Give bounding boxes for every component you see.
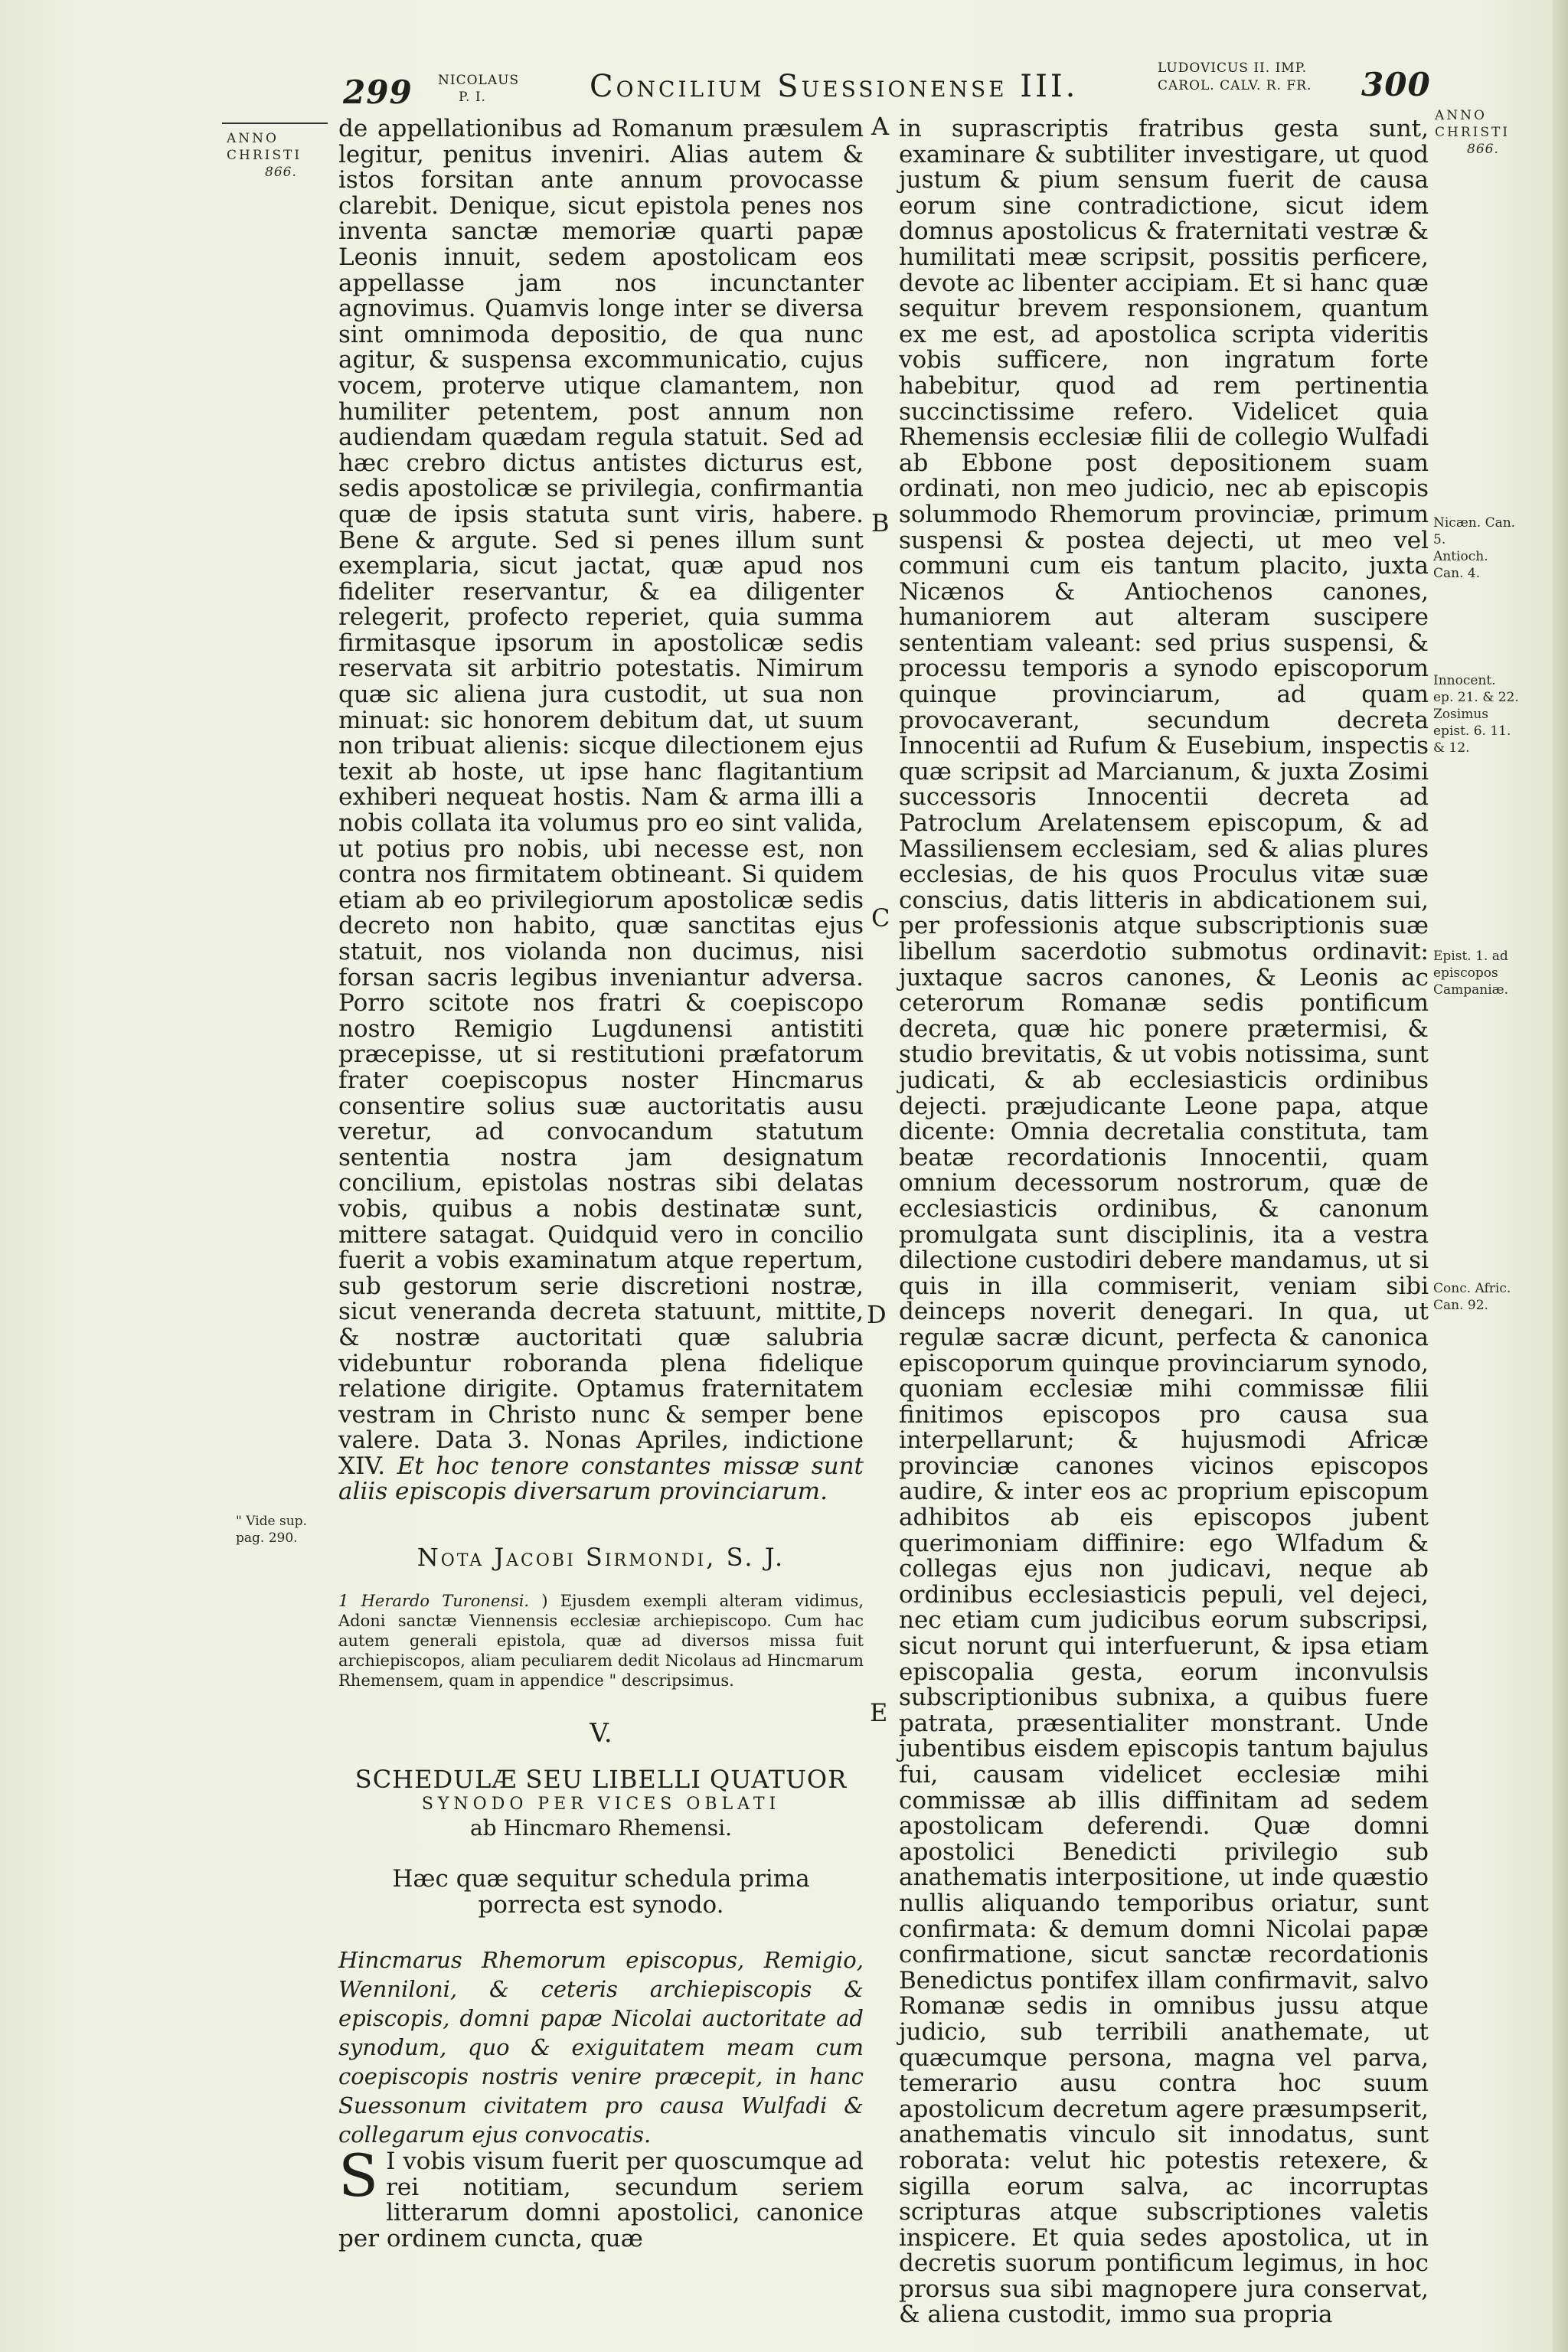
- drop-cap: S: [338, 2141, 379, 2210]
- anno-label: ANNO CHRISTI: [227, 131, 302, 163]
- running-title: Concilium Suessionense III.: [590, 69, 1079, 104]
- section-letter-c: C: [871, 903, 890, 933]
- running-head-emperor: LUDOVICUS II. IMP. CAROL. CALV. R. FR.: [1158, 60, 1312, 93]
- margin-note-conc-afric: Conc. Afric. Can. 92.: [1433, 1281, 1511, 1313]
- left-body-text: de appellationibus ad Romanum præsulem legitur, penitus inveniri. Alias autem & istos forsitan ante annum provocasse clarebit. Denique, sicut epistola penes nos inventa sanctæ memoriæ quarti papæ Leonis innuit, sedem apostolicam eos appellasse jam nos incunctanter agnovimus. Quamvis longe inter se diversa sint omnimoda depositio, de qua nunc agitur, & suspensa excommunicatio, cujus vocem, proterve utique clamantem, non humiliter petentem, post annum non audiendam quædam regula statuit. Sed ad hæc crebro dictus antistes dicturus est, sedis apostolicæ se privilegia, confirmantia quæ de ipsis statuta sunt viris, habere. Bene & argute. Sed si penes illum sunt exemplaria, sicut jactat, quæ apud nos fideliter reservantur, & ea diligenter relegerit, profecto reperiet, quia summa firmitasque ipsorum in apostolicæ sedis reservata sit arbitrio potestatis. Nimirum quæ sic aliena jura custodit, ut sua non minuat: sic honorem debitum dat, ut suum non tribuat alienis: sicque dilectionem ejus texit ab hoste, ut ipse hanc flagitantium exhiberi nequeat hostis. Nam & arma illi a nobis collata ita volumus pro eo sint valida, ut potius pro nobis, ubi necesse est, non contra nos firmitatem obtineant. Si quidem etiam ab eo privilegiorum apostolicæ sedis decreto non habito, quæ sanctitas ejus statuit, nos violanda non ducimus, nisi forsan sacris legibus inveniantur adversa. Porro scitote nos fratri & coepiscopo nostro Remigio Lugdunensi antistiti præcepisse, ut si restitutioni præfatorum frater coepiscopus noster Hincmarus consentire solius suæ auctoritatis ausu veretur, ad convocandum statutum sententia nostra jam designatum concilium, epistolas nostras sibi delatas vobis, quibus a nobis destinatæ sunt, mittere satagat. Quidquid vero in concilio fuerit a vobis examinatum atque repertum, sub gestorum serie discretioni nostræ, sicut veneranda decreta statuunt, mittite, & nostræ auctoritati quæ salubria videbuntur roboranda plena fidelique relatione dirigite. Optamus fraternitatem vestram in Christo nunc & semper bene valere. Data 3. Nonas Apriles, indictione XIV. Et hoc tenore constantes missæ sunt aliis episcopis diversarum provinciarum.: [338, 115, 864, 1506]
- nota-heading: Nota Jacobi Sirmondi, S. J.: [416, 1543, 786, 1573]
- section-subheading-author: ab Hincmaro Rhemensi.: [469, 1815, 733, 1841]
- schedule-intro: Hæc quæ sequitur schedula prima porrecta est synodo.: [392, 1865, 810, 1919]
- closing-italic: Et hoc tenore constantes missæ sunt aliis episcopis diversarum provinciarum.: [338, 1452, 864, 1506]
- margin-note-innocent: Innocent. ep. 21. & 22. Zosimus epist. 6. 11. & 12.: [1433, 673, 1519, 756]
- header-rule: [222, 122, 328, 124]
- margin-anno-right: [1435, 107, 1527, 158]
- section-letter-d: D: [867, 1300, 887, 1329]
- right-column: [899, 116, 1429, 2328]
- section-letter-e: E: [870, 1698, 888, 1727]
- running-head-pope: NICOLAUS P. I.: [438, 73, 520, 105]
- section-heading: SCHEDULÆ SEU LIBELLI QUATUOR: [354, 1765, 848, 1795]
- nota-lemma: 1 Herardo Turonensi.: [338, 1591, 530, 1610]
- right-body-text: in suprascriptis fratribus gesta sunt, examinare & subtiliter investigare, ut quod justum & pium sensum fuerit de causa eorum sine contradictione, sicut idem domnus apostolicus & fraternitati vestræ & humilitati meæ scripsit, possitis perficere, devote ac libenter accipiam. Et si hanc quæ sequitur brevem responsionem, quantum ex me est, ad apostolica scripta videritis vobis sufficere, non ingratum forte habebitur, quod ad rem pertinentia succinctissime refero. Videlicet quia Rhemensis ecclesiæ filii de collegio Wulfadi ab Ebbone post depositionem suam ordinati, non meo judicio, nec ab episcopis solummodo Rhemorum provinciæ, primum suspensi & postea dejecti, ut meo vel communi cum eis tantum placito, juxta Nicænos & Antiochenos canones, humaniorem aut alteram suscipere sententiam valeant: sed prius suspensi, & processu temporis a synodo episcoporum quinque provinciarum, ad quam provocaverant, secundum decreta Innocentii ad Rufum & Eusebium, inspectis quæ scripsit ad Marcianum, & juxta Zosimi successoris Innocentii decreta ad Patroclum Arelatensem episcopum, & ad Massiliensem ecclesiam, sed & alias plures ecclesias, de his quos Proculus vitæ suæ conscius, datis litteris in abdicationem sui, per professionis atque subscriptionis suæ libellum sacerdotio submotus ordinavit: juxtaque sacros canones, & Leonis ac ceterorum Romanæ sedis pontificum decreta, quæ hic ponere prætermisi, & studio brevitatis, & ut vobis notissima, sunt judicati, & ab ecclesiasticis ordinibus dejecti. præjudicante Leone papa, atque dicente: Omnia decretalia constituta, tam beatæ recordationis Innocentii, quam omnium decessorum nostrorum, quæ de ecclesiasticis ordinibus, & canonum promulgata sunt disciplinis, ita a vestra dilectione custodiri debere mandamus, ut si quis in illa commiserit, veniam sibi deinceps noverit denegari. In qua, ut regulæ sacræ dicunt, perfecta & canonica episcoporum quinque provinciarum synodo, quoniam ecclesiæ mihi commissæ filii finitimos episcopos pro causa sua interpellarunt; & hujusmodi Africæ provinciæ canones vicinos episcopos audire, & inter eos ac proprium episcopum adhibitos ab eis episcopos jubent querimoniam diffinire: ego Wlfadum & collegas ejus non judicavi, neque ab ordinibus ecclesiasticis pepuli, vel dejeci, nec etiam cum judicibus eorum subscripsi, sicut norunt qui interfuerunt, & ipsa etiam episcopalia gesta, eorum inconvulsis subscriptionibus subnixa, a quibus fuere patrata, præsentialiter monstrant. Unde jubentibus eisdem episcopis tantum bajulus fui, causam videlicet ecclesiæ mihi commissæ ab illis diffinitam ad sedem apostolicam deferendi. Quæ domni apostolici Benedicti privilegio sub anathematis interpositione, ut inde quæstio nullis aliquando temporibus oriatur, sunt confirmata: & demum domni Nicolai papæ confirmatione, sicut sanctæ recordationis Benedictus pontifex illam confirmavit, salvo Romanæ sedis in omnibus jussu atque judicio, sub terribili anathemate, ut quæcumque persona, magna vel parva, temerario ausu contra hoc suum apostolicum decretum agere præsumpserit, anathematis vinculo sit innodatus, sunt roborata: velut hic potestis retexere, & sigilla eorum salva, ac incorruptas scripturas atque subscriptiones valetis inspicere. Et quia sedes apostolica, ut in decretis suorum pontificum legimus, in hoc prorsus sua sibi magnopere jura conservat, & aliena custodit, immo sua propria: [899, 115, 1429, 2329]
- margin-note-nicaen: Nicæn. Can. 5. Antioch. Can. 4.: [1433, 515, 1516, 581]
- anno-year: 866.: [265, 165, 297, 180]
- page-number-right: 300: [1361, 66, 1431, 103]
- margin-anno-left: [227, 130, 318, 181]
- margin-note-epist: Epist. 1. ad episcopos Campaniæ.: [1433, 949, 1509, 998]
- anno-year: 866.: [1467, 142, 1499, 157]
- page-edge: [1553, 0, 1568, 2352]
- section-letter-a: A: [871, 112, 890, 141]
- left-column: [338, 116, 864, 2252]
- letter-address: Hincmarus Rhemorum episcopus, Remigio, Wenniloni, & ceteris archiepiscopis & episcopis, domni papæ Nicolai auctoritate ad synodum, quo & exiguitatem meam cum coepiscopis nostris venire præcepit, in hanc Suessonum civitatem pro causa Wulfadi & collegarum ejus convocatis.: [338, 1947, 864, 2148]
- section-letter-b: B: [871, 508, 890, 537]
- anno-label: ANNO CHRISTI: [1435, 108, 1511, 140]
- section-subheading: SYNODO PER VICES OBLATI: [421, 1795, 781, 1815]
- section-numeral: V.: [590, 1717, 612, 1749]
- margin-note-vide: " Vide sup. pag. 290.: [236, 1514, 307, 1546]
- page-number-left: 299: [343, 74, 413, 111]
- nota-text: 1 Herardo Turonensi. ) Ejusdem exempli alteram vidimus, Adoni sanctæ Viennensis ecclesiæ archiepiscopo. Cum hac autem generali epistola, quæ ad diversos missa fuit archiepiscopos, aliam peculiarem dedit Nicolaus ad Hincmarum Rhemensem, quam in appendice " descripsimus.: [338, 1591, 864, 1690]
- letter-opening: S I vobis visum fuerit per quoscumque ad rei notitiam, secundum seriem litterarum domni apostolici, canonice per ordinem cuncta, quæ: [338, 2141, 864, 2253]
